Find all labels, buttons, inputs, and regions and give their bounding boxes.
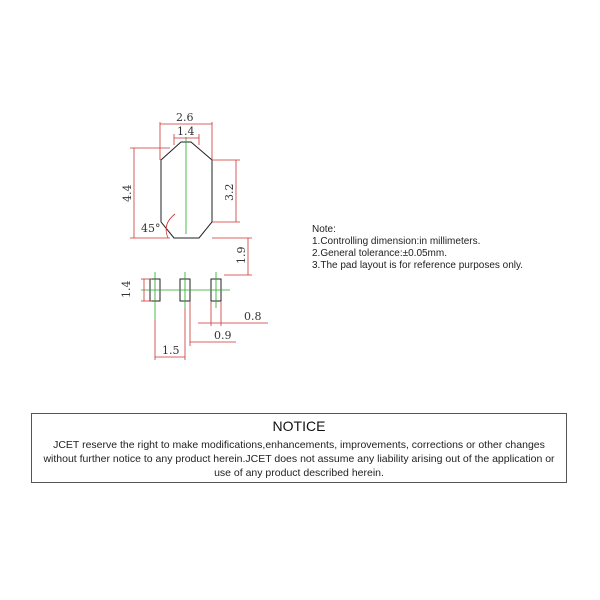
dim-label-0-9: 0.9 bbox=[214, 329, 232, 342]
dim-label-2-6: 2.6 bbox=[176, 111, 194, 124]
note-item: 1.Controlling dimension:in millimeters. bbox=[312, 236, 481, 247]
dim-label-1-9: 1.9 bbox=[235, 246, 248, 264]
note-block bbox=[312, 224, 523, 272]
dim-label-pad-1-4: 1.4 bbox=[120, 280, 133, 298]
notice-body: JCET reserve the right to make modifications,enhancements, improvements, corrections or other changes without further notice to any product herein.JCET does not assume any liability arising out of the application or use of any product described herein. bbox=[43, 439, 555, 479]
notice-box bbox=[31, 413, 567, 483]
dim-label-3-2: 3.2 bbox=[223, 183, 236, 201]
package-body-outline bbox=[161, 142, 212, 238]
note-title: Note: bbox=[312, 224, 336, 235]
dim-label-1-4: 1.4 bbox=[177, 125, 195, 138]
notice-title: NOTICE bbox=[272, 418, 326, 434]
dim-label-45: 45° bbox=[141, 222, 161, 235]
dim-label-1-5: 1.5 bbox=[162, 344, 180, 357]
dim-label-4-4: 4.4 bbox=[121, 184, 134, 202]
note-item: 2.General tolerance:±0.05mm. bbox=[312, 248, 447, 259]
dim-label-0-8: 0.8 bbox=[244, 310, 262, 323]
note-item: 3.The pad layout is for reference purposes only. bbox=[312, 260, 524, 271]
